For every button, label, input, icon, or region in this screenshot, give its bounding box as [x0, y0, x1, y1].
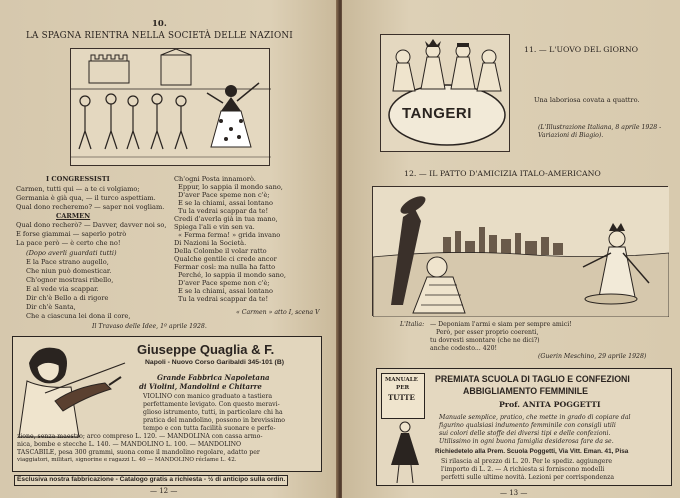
school-tail-line: Si rilascia al prezzo di L. 20. Per le spediz. aggiungere	[441, 458, 613, 465]
poem-line: E al vede via scappar.	[26, 285, 99, 293]
poem-line: Germania è già qua, — il turco aspettiam.	[16, 194, 156, 202]
badge-line: MANUALE	[385, 377, 418, 383]
ad-footer: Esclusiva nostra fabbricazione - Catalogo gratis a richiesta - ½ di anticipo sulla ordin.	[14, 475, 288, 486]
poem-line: E la Pace strano augello,	[26, 258, 109, 266]
school-title: PREMIATA SCUOLA DI TAGLIO E CONFEZIONI	[435, 374, 630, 384]
ad-address: Napoli - Nuovo Corso Garibaldi 345-101 (B)	[145, 359, 284, 366]
school-order-line: Richiedetelo alla Prem. Scuola Poggetti, Via Vitt. Eman. 41, Pisa	[435, 448, 629, 455]
poem-line: Dir ch'è Santa,	[26, 303, 76, 311]
poem-line: Che a ciascuna lei dona il core,	[26, 312, 131, 320]
poem-line: D'aver Pace speme non c'è;	[178, 279, 270, 287]
poem-line: Credi d'averla già in tua mano,	[174, 215, 278, 223]
cartoon-12-caption-line: anche codesto... 420!	[430, 345, 498, 352]
cartoon-12-caption-line: Però, per esser proprio coerenti,	[436, 329, 539, 336]
ad-body-line: pratica del mandolino, possono in brevissimo	[143, 417, 285, 424]
poem-line: « Ferma ferma! » grida invano	[178, 231, 281, 239]
poem-line: Carmen, tutti qui — a te ci volgiamo;	[16, 185, 140, 193]
poem-line: E se la chiami, assai lontano	[178, 199, 273, 207]
poem-line: Della Colombe il volar ratto	[174, 247, 267, 255]
cartoon-11-caption: Una laboriosa covata a quattro.	[534, 96, 640, 104]
cartoon-11-title: 11. — L'UOVO DEL GIORNO	[524, 45, 639, 54]
poem-line: Perché, lo sappia il mondo sano,	[178, 271, 286, 279]
poem-line: Qualche gentile ci crede ancor	[174, 255, 277, 263]
right-page	[342, 0, 680, 498]
poem-line: E se la chiami, assai lontano	[178, 287, 273, 295]
violin-advertisement	[12, 336, 322, 472]
violinist-illustration	[15, 341, 127, 441]
school-title: ABBIGLIAMENTO FEMMINILE	[463, 386, 588, 396]
cartoon-12-source: (Guerin Meschino, 29 aprile 1928)	[538, 353, 647, 360]
poem-line: Ch'ogni Posta innamorò.	[174, 175, 256, 183]
poem-line: D'aver Pace speme non c'è;	[178, 191, 270, 199]
cartoon-number: 10.	[152, 19, 167, 29]
poem-line: Qual dono recherò? — Davver, davver noi so,	[16, 221, 167, 229]
egg-label: TANGERI	[402, 105, 472, 122]
cartoon-12-caption-line: — Deponiam l'armi e siam per sempre amici!	[430, 321, 572, 328]
school-body-line: sui colori delle stoffe dei diversi tipi e delle confezioni.	[439, 430, 611, 437]
ad-body-line: perfettamente levigato. Con questo meravi-	[143, 401, 280, 408]
poem-line: Eppur, lo sappia il mondo sano,	[178, 183, 283, 191]
ad-subheading: Grande Fabbrica Napoletana	[157, 373, 270, 382]
poem-line: Di Nazioni la Società.	[174, 239, 247, 247]
page-number-right: — 13 —	[500, 489, 528, 497]
poem-heading: I CONGRESSISTI	[46, 175, 110, 183]
school-tail-line: perfetti sulle ultime novità. Lezioni per corrispondenza	[441, 474, 615, 481]
school-tail-line: l'importo di L. 2. — A richiesta si forniscono modelli	[441, 466, 605, 473]
ad-body-line: tempo e con tutta facilità suonare e perfe-	[143, 425, 276, 432]
poem-line: E forse giammai — saperlo potrò	[16, 230, 127, 238]
ad-subheading: di Violini, Mandolini e Chitarre	[139, 382, 262, 391]
poem-line: Che niun può domesticar.	[26, 267, 112, 275]
school-body-line: figurino qualsiasi indumento femminile con consigli utili	[439, 422, 616, 429]
poem-attribution: « Carmen » atto I, scena V	[236, 309, 320, 316]
ad-body-line: nica, bombe e stecche L. 140. — MANDOLINO L. 100. — MANDOLINO	[17, 441, 242, 448]
poem-line: Ch'ognor mostrasi ribello,	[26, 276, 114, 284]
cartoon-egg-illustration	[380, 34, 510, 152]
left-page	[0, 0, 338, 498]
poem-line: Dir ch'è Bello a di rigore	[26, 294, 109, 302]
poem-line: Tu la vedrai scappar da te!	[178, 295, 269, 303]
badge-line: TUTTE	[388, 393, 415, 402]
ad-body-line: VIOLINO con manico graduato a tastiera	[143, 393, 273, 400]
poem-line: Qual dono recheremo? — saper noi vogliam.	[16, 203, 165, 211]
cartoon-11-source: (L'Illustrazione Italiana, 8 aprile 1928 - Variazioni di Biagio).	[538, 124, 662, 139]
badge-line: PER	[396, 385, 410, 391]
ad-body-line: zione, senza maestro; arco compreso L. 120. — MANDOLINA con cassa armo-	[17, 433, 263, 440]
school-body-line: Utilissimo in ogni buona famiglia desiderosa fare da se.	[439, 438, 614, 445]
ad-body-line: viaggiatori, militari, signorine e ragazzi L. 40 — MANDOLINO réclame L. 42.	[17, 457, 237, 463]
cartoon-12-caption-line: tu dovresti smontare (che ne dici?)	[430, 337, 540, 344]
poem-speaker: CARMEN	[56, 212, 91, 220]
cartoon-pact-illustration	[372, 186, 668, 316]
dress-figure-illustration	[385, 421, 425, 485]
ad-body-line: glioso istrumento, tutti, in particolare chi ha	[143, 409, 283, 416]
poem-line: Spiega l'ali e vin sen va.	[174, 223, 255, 231]
school-body-line: Manuale semplice, pratico, che mette in grado di copiare dal	[439, 414, 631, 421]
school-director: Prof. ANITA POGGETTI	[499, 400, 601, 409]
cartoon-source: Il Travaso delle Idee, 1º aprile 1928.	[92, 323, 207, 330]
poem-line: Tu la vedrai scappar da te!	[178, 207, 269, 215]
poem-line: Fermar così: ma nulla ha fatto	[174, 263, 276, 271]
page-number-left: — 12 —	[150, 487, 178, 495]
ad-company-name: Giuseppe Quaglia & F.	[137, 342, 275, 357]
sewing-school-advertisement	[376, 368, 672, 486]
poem-line: La pace però — è certo che no!	[16, 239, 121, 247]
poem-stage-direction: (Dopo averli guardati tutti)	[26, 249, 117, 257]
cartoon-12-title: 12. — IL PATTO D'AMICIZIA ITALO-AMERICANO	[404, 169, 601, 178]
cartoon-title: LA SPAGNA RIENTRA NELLA SOCIETÀ DELLE NAZIONI	[26, 31, 293, 41]
cartoon-spain-illustration	[70, 48, 270, 166]
manual-badge	[381, 373, 425, 419]
ad-body-line: TASCABILE, pesa 300 grammi, suona come il mandolino regolare, adatto per	[17, 449, 260, 456]
cartoon-12-speaker: L'Italia:	[400, 321, 425, 328]
